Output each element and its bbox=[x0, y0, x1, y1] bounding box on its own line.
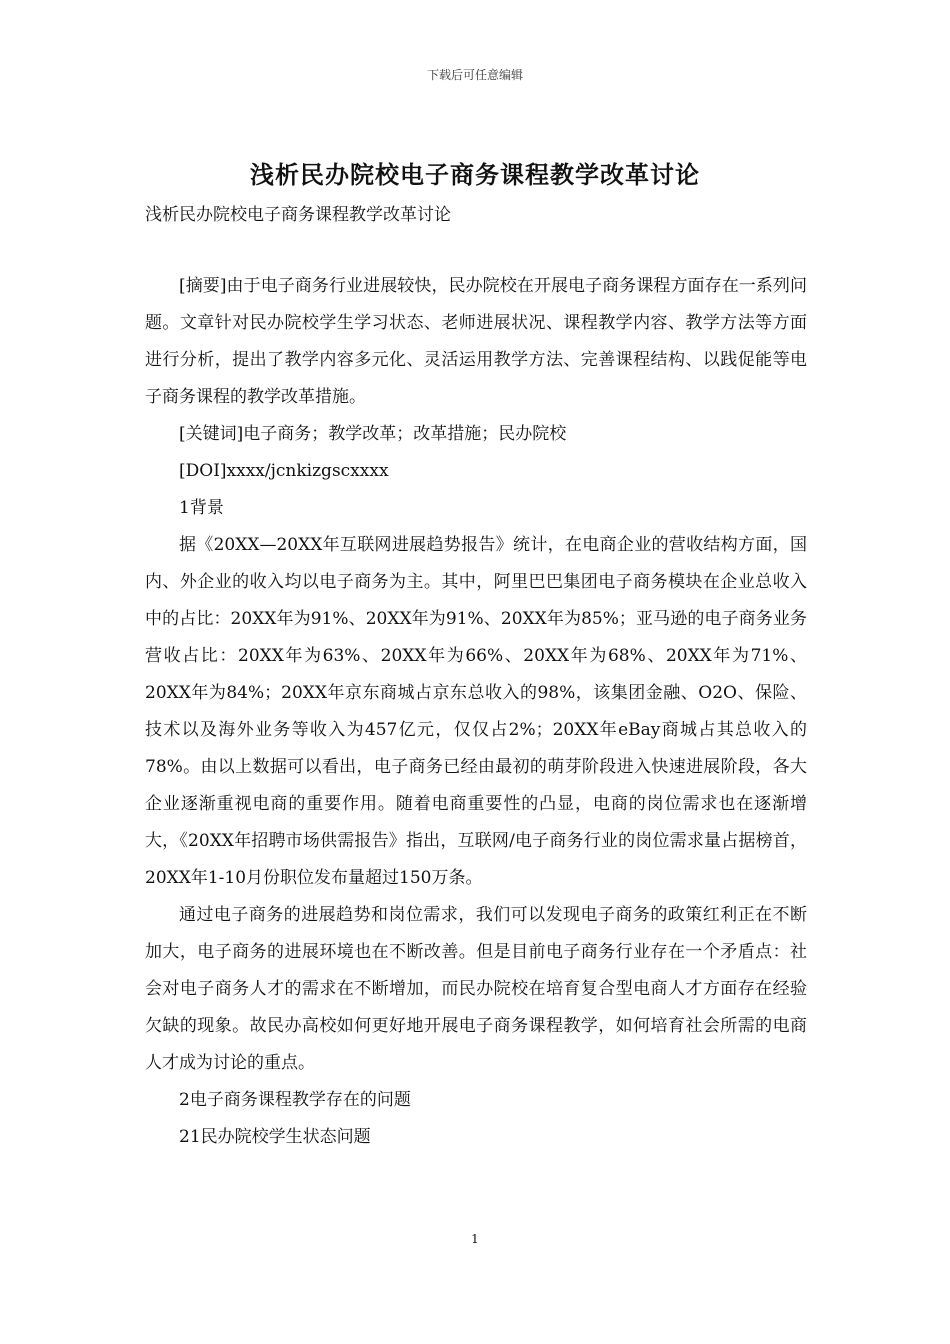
subsection-heading-student-status: 21民办院校学生状态问题 bbox=[179, 1127, 371, 1147]
page-number: 1 bbox=[471, 1232, 479, 1246]
section-heading-background: 1背景 bbox=[179, 498, 224, 518]
header-note: 下载后可任意编辑 bbox=[426, 68, 523, 82]
document-body bbox=[145, 268, 807, 1156]
doi-paragraph: [DOI]xxxx/jcnkizgscxxxx bbox=[179, 461, 389, 481]
document-subtitle: 浅析民办院校电子商务课程教学改革讨论 bbox=[145, 205, 451, 225]
keywords-paragraph: [关键词]电子商务；教学改革；改革措施；民办院校 bbox=[179, 424, 567, 444]
body-paragraph: 通过电子商务的进展趋势和岗位需求，我们可以发现电子商务的政策红利正在不断加大，电子商务的进展环境也在不断改善。但是目前电子商务行业存在一个矛盾点：社会对电子商务人才的需求在不断增加，而民办院校在培育复合型电商人才方面存在经验欠缺的现象。故民办高校如何更好地开展电子商务课程教学，如何培育社会所需的电商人才成为讨论的重点。 bbox=[145, 905, 807, 1073]
section-heading-problems: 2电子商务课程教学存在的问题 bbox=[179, 1090, 411, 1110]
body-paragraph: 据《20XX—20XX年互联网进展趋势报告》统计，在电商企业的营收结构方面，国内、外企业的收入均以电子商务为主。其中，阿里巴巴集团电子商务模块在企业总收入中的占比：20XX年为91%、20XX年为91%、20XX年为85%；亚马逊的电子商务业务营收占比：20XX年为63%、20XX年为66%、20XX年为68%、20XX年为71%、20XX年为84%；20XX年京东商城占京东总收入的98%，该集团金融、O2O、保险、技术以及海外业务等收入为457亿元，仅仅占2%；20XX年eBay商城占其总收入的78%。由以上数据可以看出，电子商务已经由最初的萌芽阶段进入快速进展阶段，各大企业逐渐重视电商的重要作用。随着电商重要性的凸显，电商的岗位需求也在逐渐增大，《20XX年招聘市场供需报告》指出，互联网/电子商务行业的岗位需求量占据榜首，20XX年1-10月份职位发布量超过150万条。 bbox=[145, 535, 807, 888]
abstract-paragraph: [摘要]由于电子商务行业进展较快，民办院校在开展电子商务课程方面存在一系列问题。文章针对民办院校学生学习状态、老师进展状况、课程教学内容、教学方法等方面进行分析，提出了教学内容多元化、灵活运用教学方法、完善课程结构、以践促能等电子商务课程的教学改革措施。 bbox=[145, 276, 807, 407]
document-title: 浅析民办院校电子商务课程教学改革讨论 bbox=[250, 160, 700, 189]
